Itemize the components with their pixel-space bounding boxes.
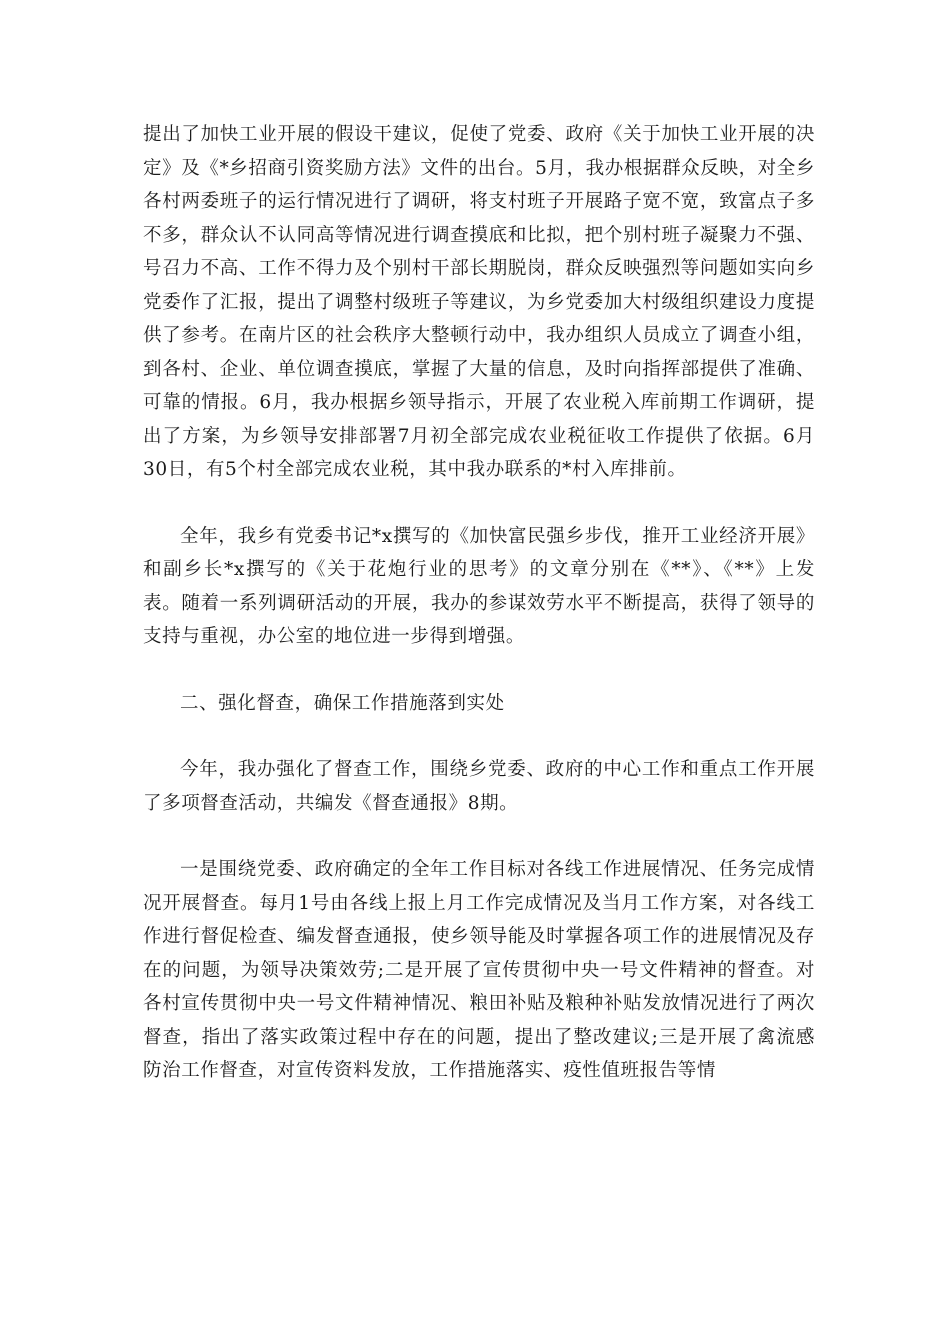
paragraph-spacer xyxy=(143,720,815,753)
document-body xyxy=(143,118,815,1088)
paragraph-spacer xyxy=(143,654,815,687)
section-heading-supervision: 二、强化督查，确保工作措施落到实处 xyxy=(180,692,505,714)
paragraph-spacer xyxy=(143,487,815,520)
paragraph-supervision-details: 一是围绕党委、政府确定的全年工作目标对各线工作进展情况、任务完成情况开展督查。每月1号由各线上报上月工作完成情况及当月工作方案，对各线工作进行督促检查、编发督查通报，使乡领导能及时掌握各项工作的进展情况及存在的问题，为领导决策效劳;二是开展了宣传贯彻中央一号文件精神的督查。对各村宣传贯彻中央一号文件精神情况、粮田补贴及粮种补贴发放情况进行了两次督查，指出了落实政策过程中存在的问题，提出了整改建议;三是开展了禽流感防治工作督查，对宣传资料发放，工作措施落实、疫性值班报告等情 xyxy=(143,859,815,1081)
paragraph-spacer xyxy=(143,820,815,853)
paragraph-supervision-intro: 今年，我办强化了督查工作，围绕乡党委、政府的中心工作和重点工作开展了多项督查活动，共编发《督查通报》8期。 xyxy=(143,759,815,814)
paragraph-annual-summary: 全年，我乡有党委书记*x撰写的《加快富民强乡步伐，推开工业经济开展》和副乡长*x撰写的《关于花炮行业的思考》的文章分别在《**》、《**》上发表。随着一系列调研活动的开展，我办的参谋效劳水平不断提高，获得了领导的支持与重视，办公室的地位进一步得到增强。 xyxy=(143,525,815,647)
paragraph-research-report: 提出了加快工业开展的假设干建议，促使了党委、政府《关于加快工业开展的决定》及《*乡招商引资奖励方法》文件的出台。5月，我办根据群众反映，对全乡各村两委班子的运行情况进行了调研，将支村班子开展路子宽不宽，致富点子多不多，群众认不认同高等情况进行调查摸底和比拟，把个别村班子凝聚力不强、号召力不高、工作不得力及个别村干部长期脱岗，群众反映强烈等问题如实向乡党委作了汇报，提出了调整村级班子等建议，为乡党委加大村级组织建设力度提供了参考。在南片区的社会秩序大整顿行动中，我办组织人员成立了调查小组，到各村、企业、单位调查摸底，掌握了大量的信息，及时向指挥部提供了准确、可靠的情报。6月，我办根据乡领导指示，开展了农业税入库前期工作调研，提出了方案，为乡领导安排部署7月初全部完成农业税征收工作提供了依据。6月30日，有5个村全部完成农业税，其中我办联系的*村入库排前。 xyxy=(143,124,815,480)
